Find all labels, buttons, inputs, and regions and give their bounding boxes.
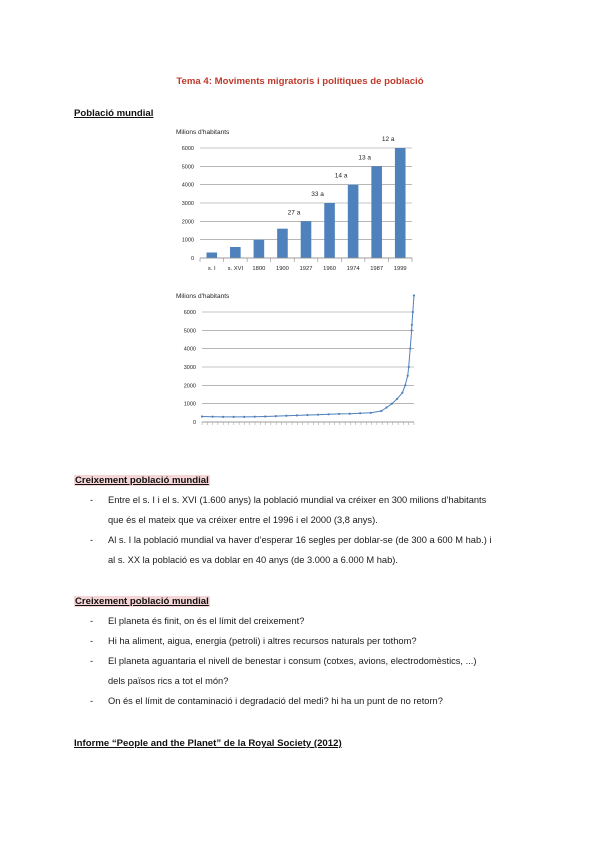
bar bbox=[206, 253, 217, 259]
series-line bbox=[202, 296, 414, 417]
data-point bbox=[401, 392, 403, 394]
x-tick-label: 1974 bbox=[346, 266, 360, 272]
data-point bbox=[410, 329, 412, 331]
bar bbox=[254, 240, 265, 258]
y-tick-label: 3000 bbox=[183, 365, 196, 371]
data-point bbox=[201, 415, 203, 417]
y-tick-label: 0 bbox=[192, 420, 196, 426]
x-tick-label: 1987 bbox=[370, 266, 384, 272]
bullet-dash: - bbox=[90, 656, 94, 666]
y-tick-label: 1000 bbox=[183, 401, 196, 408]
data-point bbox=[385, 406, 387, 408]
data-point bbox=[396, 398, 398, 400]
x-tick-label: 1900 bbox=[275, 266, 289, 272]
data-point bbox=[296, 414, 298, 416]
y-tick-label: 3000 bbox=[181, 201, 194, 207]
bar bbox=[371, 166, 382, 258]
data-annotation: 12 a bbox=[381, 136, 395, 143]
bullet-list-preguntes bbox=[74, 611, 544, 711]
y-tick-label: 6000 bbox=[183, 310, 196, 316]
x-tick-label: 1999 bbox=[393, 266, 407, 272]
list-item-line: El planeta aguantaria el nivell de benestar i consum (cotxes, avions, electrodomèstics, ...) bbox=[108, 656, 477, 666]
section-heading-creixement-2: Creixement població mundial bbox=[75, 596, 209, 607]
list-item-line: que és el mateix que va créixer entre el 1996 i el 2000 (3,8 anys). bbox=[108, 515, 378, 525]
list-item-line: El planeta és finit, on és el límit del creixement? bbox=[108, 616, 305, 626]
list-item-line: On és el límit de contaminació i degradació del medi? hi ha un punt de no retorn? bbox=[108, 696, 443, 706]
list-item bbox=[74, 651, 544, 691]
data-point bbox=[411, 324, 413, 326]
x-tick-label: 1960 bbox=[323, 266, 337, 272]
y-tick-label: 4000 bbox=[181, 182, 194, 189]
data-point bbox=[404, 384, 406, 386]
data-point bbox=[222, 416, 224, 418]
bar bbox=[230, 247, 241, 258]
bullet-list-creixement bbox=[74, 490, 544, 570]
y-tick-label: 5000 bbox=[183, 328, 196, 335]
data-annotation: 13 a bbox=[358, 154, 371, 162]
y-axis-label: Milions d'habitants bbox=[176, 293, 230, 300]
bullet-dash: - bbox=[90, 495, 94, 505]
list-item-line: al s. XX la població es va doblar en 40 anys (de 3.000 a 6.000 M hab). bbox=[108, 555, 398, 565]
document-title: Tema 4: Moviments migratoris i polítiques de població bbox=[176, 76, 424, 87]
bullet-dash: - bbox=[90, 535, 94, 545]
data-point bbox=[211, 416, 213, 418]
data-point bbox=[408, 366, 410, 368]
x-tick-label: s. XVI bbox=[227, 266, 244, 272]
data-point bbox=[413, 294, 415, 296]
list-item bbox=[74, 691, 544, 711]
x-tick-label: 1927 bbox=[299, 266, 313, 272]
bullet-dash: - bbox=[90, 636, 94, 646]
data-point bbox=[380, 410, 382, 412]
bullet-dash: - bbox=[90, 616, 94, 626]
data-point bbox=[349, 413, 351, 415]
data-annotation: 27 a bbox=[287, 209, 301, 217]
data-point bbox=[254, 416, 256, 418]
section-heading-informe: Informe “People and the Planet” de la Royal Society (2012) bbox=[74, 738, 342, 749]
y-tick-label: 2000 bbox=[183, 383, 196, 390]
line-chart bbox=[170, 290, 425, 435]
bar bbox=[348, 185, 359, 258]
data-point bbox=[370, 412, 372, 414]
bar bbox=[301, 221, 312, 258]
list-item-line: dels països rics a tot el món? bbox=[108, 676, 229, 686]
data-point bbox=[317, 414, 319, 416]
list-item bbox=[74, 530, 544, 570]
list-item bbox=[74, 631, 544, 651]
x-tick-label: 1800 bbox=[252, 266, 266, 272]
y-tick-label: 1000 bbox=[181, 237, 194, 244]
list-item bbox=[74, 490, 544, 530]
list-item-line: Al s. I la població mundial va haver d’esperar 16 segles per doblar-se (de 300 a 600 M hab.) i bbox=[108, 535, 492, 545]
data-point bbox=[412, 311, 414, 313]
y-tick-label: 6000 bbox=[181, 146, 194, 152]
data-point bbox=[407, 375, 409, 377]
data-point bbox=[409, 348, 411, 350]
section-heading-creixement-1: Creixement població mundial bbox=[75, 475, 209, 486]
data-point bbox=[275, 415, 277, 417]
bar bbox=[324, 203, 335, 258]
data-point bbox=[243, 416, 245, 418]
y-tick-label: 2000 bbox=[181, 219, 194, 226]
bar bbox=[277, 229, 288, 258]
x-tick-label: s. I bbox=[207, 266, 216, 272]
bar-chart bbox=[170, 126, 420, 276]
section-heading-poblacio-mundial: Població mundial bbox=[74, 108, 154, 119]
data-point bbox=[327, 413, 329, 415]
list-item-line: Entre el s. I i el s. XVI (1.600 anys) la població mundial va créixer en 300 milions d’habitants bbox=[108, 495, 487, 505]
y-tick-label: 5000 bbox=[181, 164, 194, 171]
data-point bbox=[264, 415, 266, 417]
data-annotation: 14 a bbox=[334, 172, 348, 180]
data-point bbox=[338, 413, 340, 415]
data-point bbox=[391, 403, 393, 405]
bullet-dash: - bbox=[90, 696, 94, 706]
bar bbox=[395, 148, 406, 258]
y-tick-label: 0 bbox=[190, 256, 194, 262]
data-annotation: 33 a bbox=[311, 191, 324, 198]
y-axis-label: Milions d'habitants bbox=[176, 129, 230, 136]
data-point bbox=[233, 416, 235, 418]
y-tick-label: 4000 bbox=[183, 346, 196, 353]
list-item bbox=[74, 611, 544, 631]
data-point bbox=[306, 414, 308, 416]
data-point bbox=[359, 412, 361, 414]
list-item-line: Hi ha aliment, aigua, energia (petroli) i altres recursos naturals per tothom? bbox=[108, 636, 417, 646]
data-point bbox=[285, 415, 287, 417]
